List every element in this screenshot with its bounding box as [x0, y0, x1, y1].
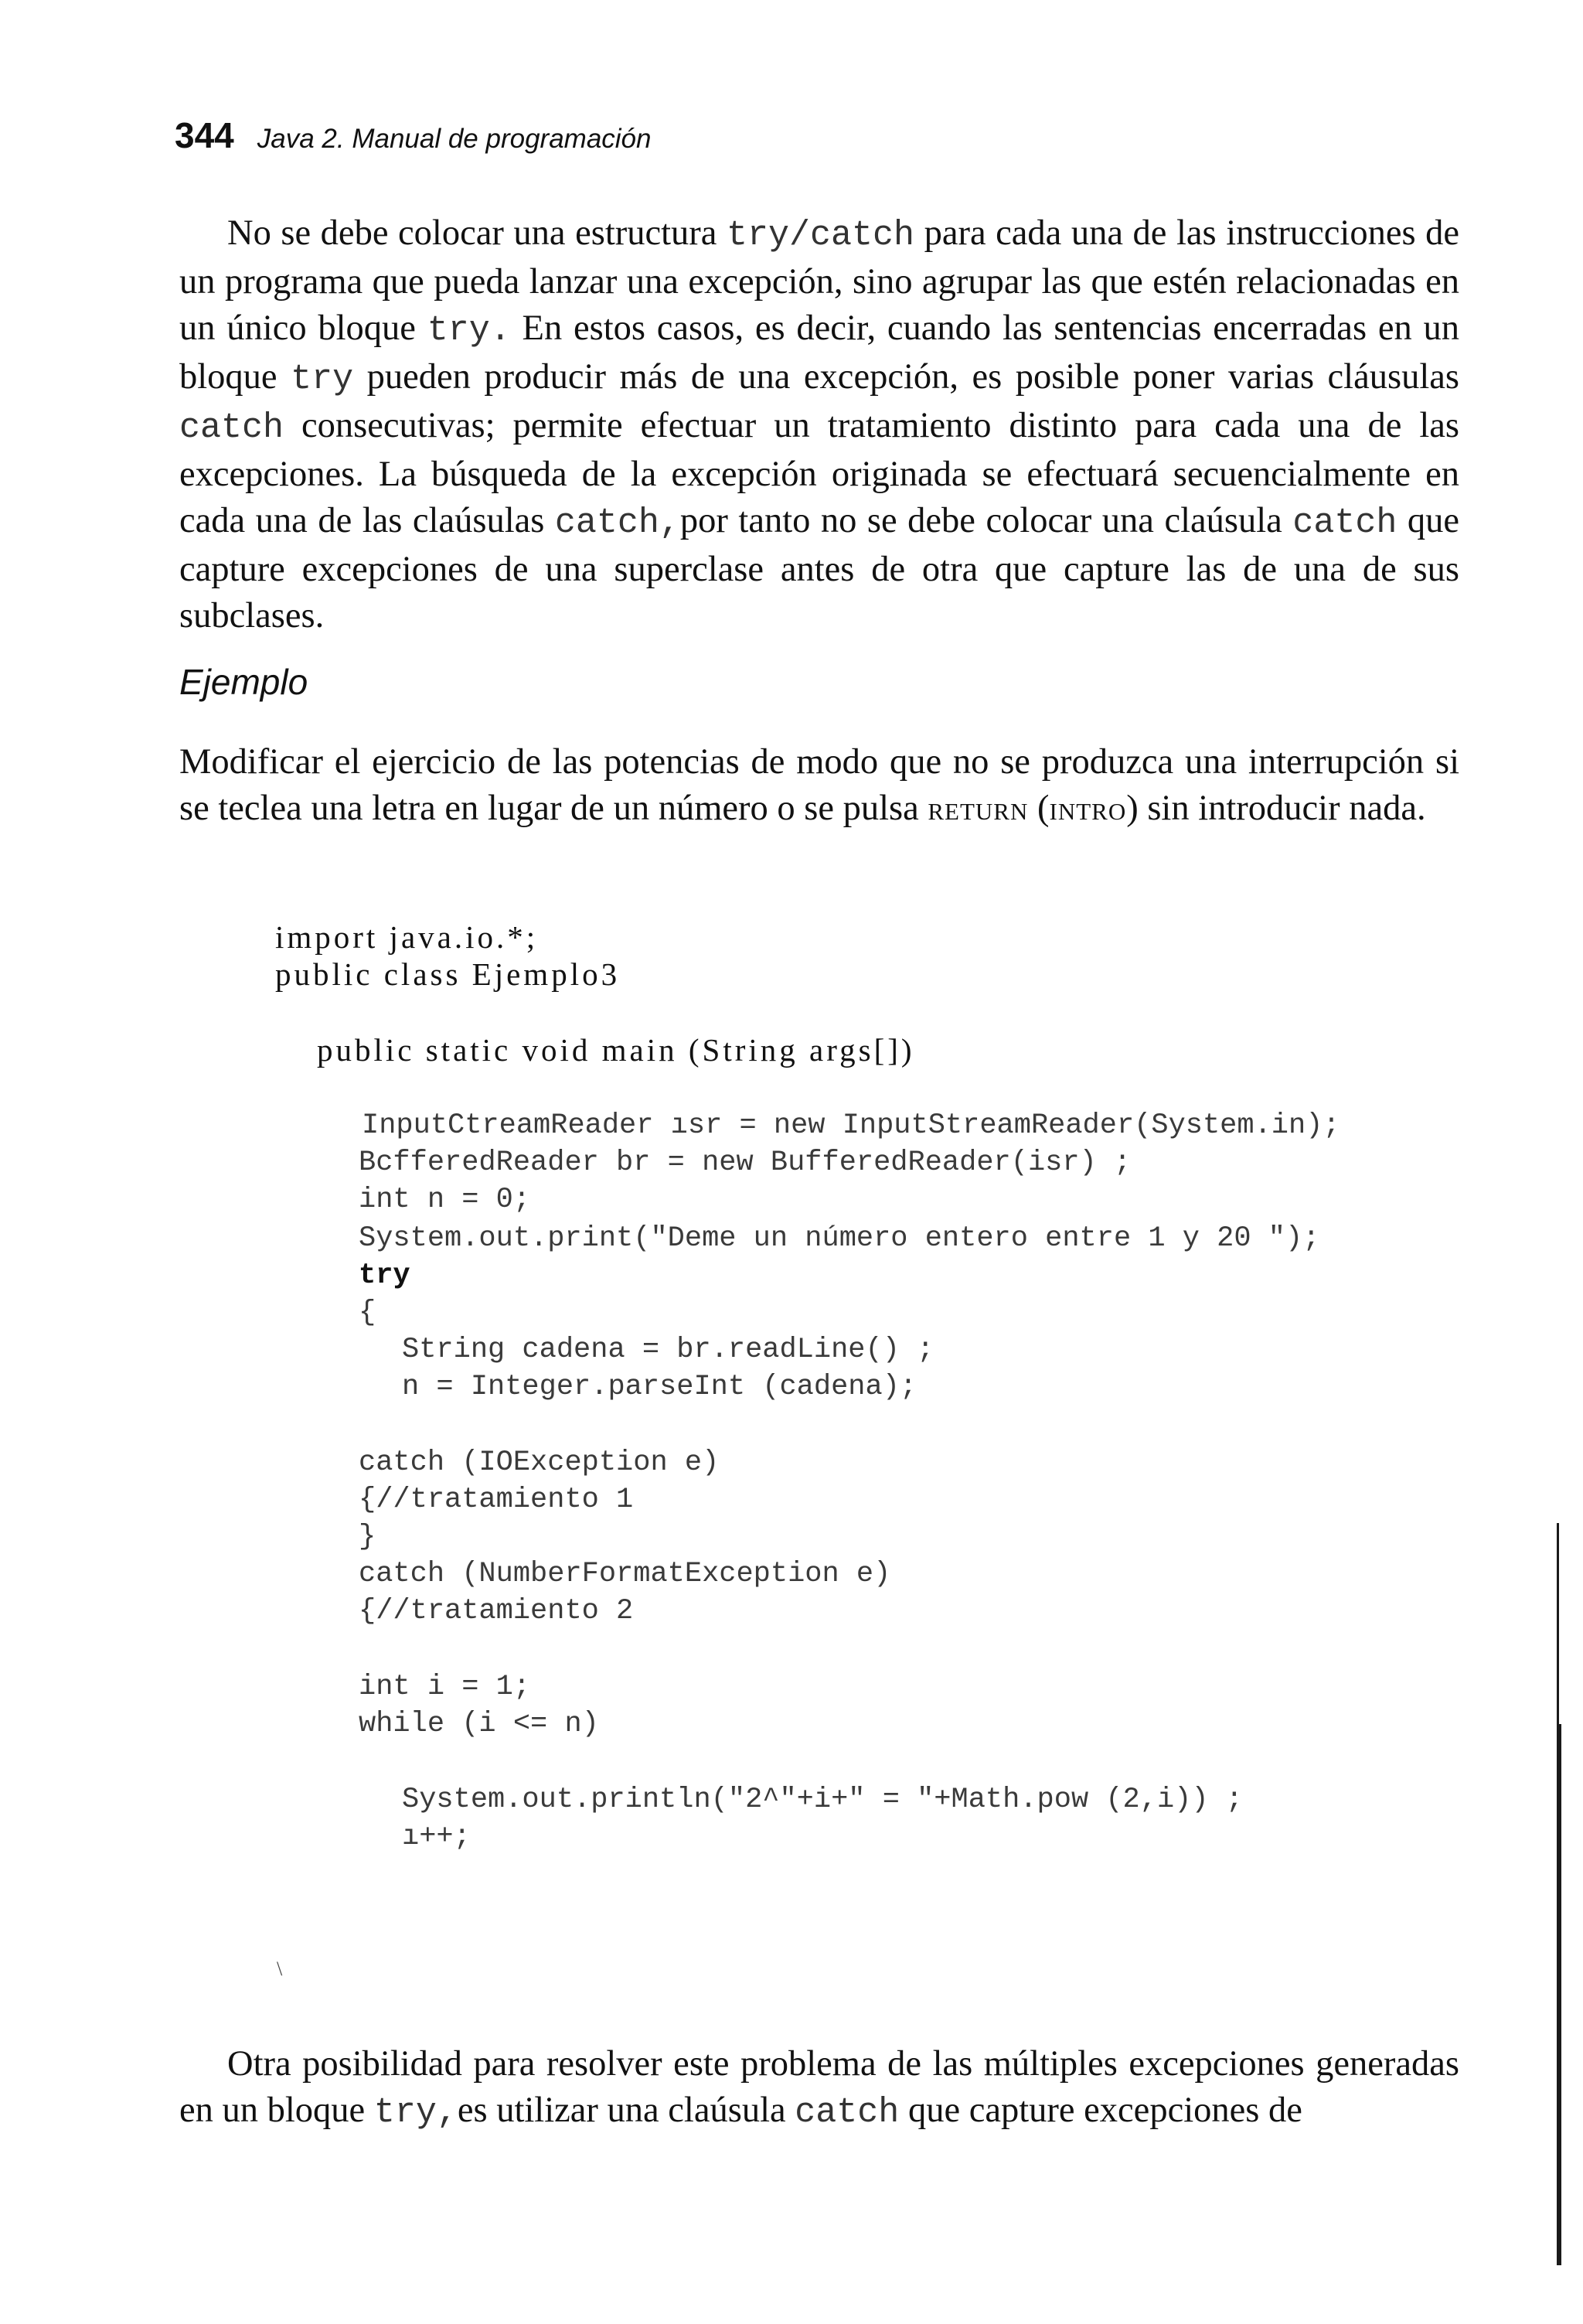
intro-text-4: pueden producir más de una excepción, es posible poner varias cláusulas	[353, 357, 1459, 397]
code-line-12: catch (IOException e)	[359, 1447, 720, 1479]
intro-text-5: consecutivas; permite efectuar un tratamiento distinto para cada una de las excepciones. La búsqueda de la excepción originada se efectuará secuencialmente en cada una de las claúsulas	[179, 406, 1459, 540]
page-header	[175, 114, 652, 156]
code-listing	[275, 918, 1481, 1993]
code-line-10: String cadena = br.readLine() ;	[402, 1334, 934, 1366]
intro-code-try-1: try.	[427, 311, 511, 350]
code-line-5: BcfferedReader br = new BufferedReader(isr) ;	[359, 1147, 1132, 1179]
closing-code-catch: catch	[795, 2093, 900, 2132]
code-line-2: public class Ejemplo3	[275, 956, 621, 992]
code-line-9: {	[359, 1297, 376, 1329]
closing-text-3: que capture excepciones de	[899, 2091, 1302, 2130]
code-line-19: System.out.println("2^"+i+" = "+Math.pow (2,i)) ;	[402, 1784, 1243, 1816]
code-line-16: {//tratamiento 2	[359, 1595, 634, 1627]
key-intro: INTRO	[1049, 798, 1127, 825]
stray-mark: \	[277, 1958, 283, 1980]
intro-code-try-catch: try/catch	[726, 216, 915, 255]
key-return: RETURN	[928, 798, 1029, 825]
example-intro-paragraph	[179, 739, 1459, 835]
intro-paragraph	[179, 210, 1459, 639]
page-number: 344	[175, 115, 234, 155]
code-line-18: while (i <= n)	[359, 1708, 599, 1740]
code-line-20: ı++;	[402, 1821, 471, 1853]
code-line-3: public static void main (String args[])	[317, 1032, 915, 1068]
code-line-1: import java.io.*;	[275, 919, 539, 955]
code-line-4: InputCtreamReader ısr = new InputStreamReader(System.in);	[362, 1109, 1340, 1142]
book-title: Java 2. Manual de programación	[257, 124, 652, 154]
section-heading: Ejemplo	[179, 662, 308, 702]
code-line-8: try	[359, 1259, 410, 1292]
example-text-1: Modificar el ejercicio de las potencias de modo que no se produzca una interrupción si se teclea una letra en lugar de un número o se pulsa	[179, 742, 1459, 828]
code-line-7: System.out.print("Deme un número entero entre 1 y 20 ");	[359, 1222, 1320, 1255]
intro-code-catch-2: catch,	[554, 503, 680, 543]
code-line-11: n = Integer.parseInt (cadena);	[402, 1371, 917, 1403]
scan-edge-upper	[1557, 1523, 1559, 1724]
intro-code-catch-1: catch	[179, 408, 284, 448]
scan-edge-lower	[1557, 1724, 1561, 2265]
code-line-14: }	[359, 1521, 376, 1553]
closing-code-try: try,	[373, 2093, 458, 2132]
intro-code-try-2: try	[291, 360, 354, 399]
intro-text-7: que capture excepciones de una superclase antes de otra que capture las de una de sus subclases.	[179, 501, 1459, 636]
example-text-3: ) sin introducir nada.	[1126, 789, 1426, 828]
intro-text-1: No se debe colocar una estructura	[227, 213, 727, 253]
intro-text-6: por tanto no se debe colocar una claúsula	[679, 501, 1293, 540]
closing-paragraph	[179, 2041, 1459, 2136]
intro-text-3: En estos casos, es decir, cuando las sentencias encerradas en un bloque	[179, 308, 1459, 397]
code-line-15: catch (NumberFormatException e)	[359, 1558, 891, 1590]
code-line-17: int i = 1;	[359, 1671, 531, 1703]
closing-text-2: es utilizar una claúsula	[457, 2091, 795, 2130]
example-text-2: (	[1028, 789, 1050, 828]
intro-text-2: para cada una de las instrucciones de un programa que pueda lanzar una excepción, sino agrupar las que estén relacionadas en un único bloque	[179, 213, 1460, 348]
intro-code-catch-3: catch	[1292, 503, 1397, 543]
code-line-13: {//tratamiento 1	[359, 1484, 634, 1516]
closing-text-1: Otra posibilidad para resolver este problema de las múltiples excepciones generadas en un bloque	[179, 2044, 1459, 2130]
code-line-6: int n = 0;	[359, 1184, 531, 1216]
